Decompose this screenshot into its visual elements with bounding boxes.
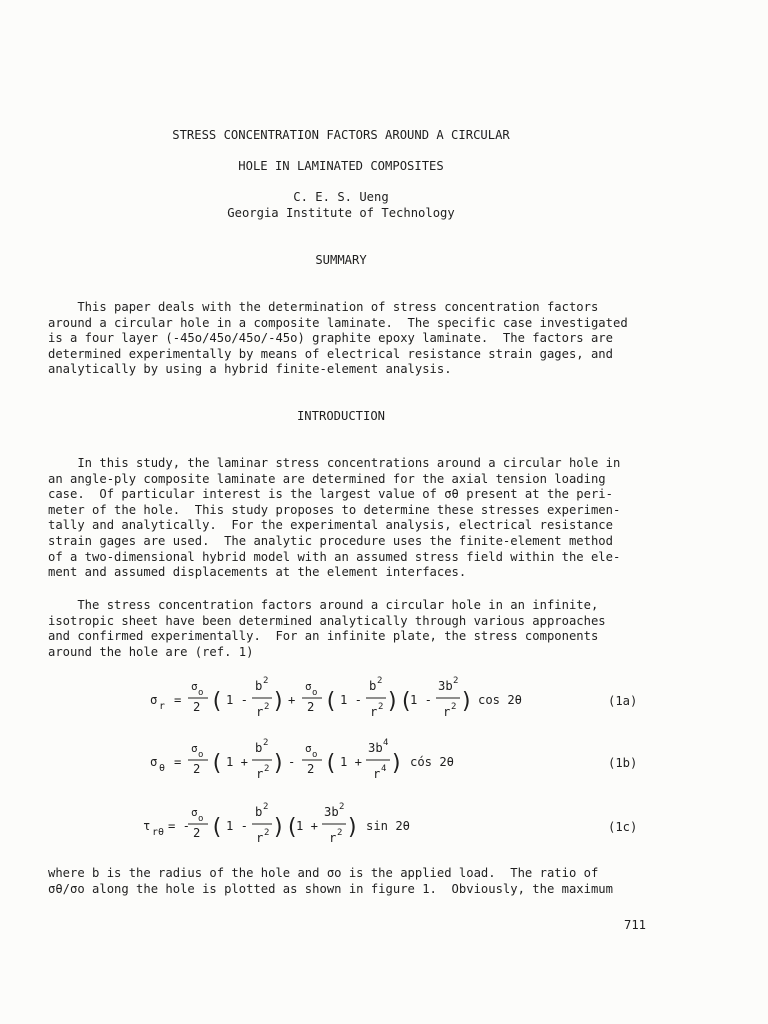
intro-line: and confirmed experimentally. For an infinite plate, the stress components [48,629,599,644]
eq-lhs-sub: rθ [152,827,165,838]
svg-text:): ) [272,689,286,714]
intro-line: case. Of particular interest is the largest value of σθ present at the peri- [48,487,613,502]
page-number: 711 [624,918,647,932]
summary-paragraph [48,300,658,378]
equation-number: (1a) [608,694,638,708]
svg-text:r: r [443,705,451,719]
closing-line: where b is the radius of the hole and σo is the applied load. The ratio of [48,866,599,880]
svg-text:r: r [329,831,337,845]
summary-heading: SUMMARY [315,253,367,267]
svg-text:2: 2 [378,702,384,712]
svg-text:σ: σ [305,742,312,755]
svg-text:b: b [255,805,263,819]
summary-line: is a four layer (-45o/45o/45o/-45o) graphite epoxy laminate. The factors are [48,331,613,346]
svg-text:2: 2 [193,762,201,776]
summary-line: This paper deals with the determination of stress concentration factors [48,300,599,314]
author-affiliation: Georgia Institute of Technology [227,206,455,220]
svg-text:2: 2 [451,702,457,712]
introduction-heading: INTRODUCTION [296,409,386,423]
svg-text:3b: 3b [438,679,453,693]
paper-title-line-2: HOLE IN LAMINATED COMPOSITES [238,159,444,173]
svg-text:σ: σ [305,680,312,693]
intro-line: strain gages are used. The analytic procedure uses the finite-element method [48,533,613,548]
svg-text:)(: )( [386,689,413,714]
equation-1a [148,672,688,732]
svg-text:2: 2 [337,828,343,838]
paper-title-line-1: STRESS CONCENTRATION FACTORS AROUND A CIRCULAR [172,128,510,142]
svg-text:2: 2 [377,676,383,686]
eq-lhs: σ [150,693,158,707]
svg-text:3b: 3b [324,805,339,819]
svg-text:2: 2 [264,764,270,774]
svg-text:2: 2 [339,802,345,812]
equation-1b [148,734,688,794]
eq-lhs: τ [143,819,151,833]
svg-text:1 -: 1 - [226,819,249,833]
eq-lhs-sub: r [159,701,166,712]
svg-text:2: 2 [263,802,269,812]
svg-text:2: 2 [193,826,201,840]
summary-line: around a circular hole in a composite laminate. The specific case investigated [48,315,628,330]
svg-text:1 -: 1 - [226,693,249,707]
svg-text:2: 2 [264,828,270,838]
intro-line: The stress concentration factors around a circular hole in an infinite, [48,598,599,612]
svg-text:o: o [198,814,204,824]
svg-text:(: ( [210,689,224,714]
svg-text:b: b [369,679,377,693]
svg-text:b: b [255,741,263,755]
svg-text:o: o [198,688,204,698]
eq-lhs: σ [150,755,158,769]
svg-text:r: r [256,705,264,719]
svg-text:b: b [255,679,263,693]
intro-line: meter of the hole. This study proposes to determine these stresses experimen- [48,502,621,517]
eq-trig: cos 2θ [478,693,523,707]
svg-text:3b: 3b [368,741,383,755]
svg-text:o: o [312,750,318,760]
intro-line: isotropic sheet have been determined analytically through various approaches [48,613,606,628]
equation-number: (1c) [608,820,638,834]
intro-line: ment and assumed displacements at the element interfaces. [48,565,467,580]
svg-text:)(: )( [272,815,299,840]
svg-text:1 +: 1 + [340,755,363,769]
svg-text:r: r [373,767,381,781]
svg-text:): ) [460,689,474,714]
svg-text:): ) [346,815,360,840]
summary-line: determined experimentally by means of electrical resistance strain gages, and [48,346,613,361]
closing-line: σθ/σo along the hole is plotted as shown in figure 1. Obviously, the maximum [48,881,613,896]
svg-text:r: r [256,767,264,781]
svg-text:=: = [174,755,182,769]
svg-text:): ) [390,751,404,776]
intro-line: an angle-ply composite laminate are determined for the axial tension loading [48,471,606,486]
intro-line: of a two-dimensional hybrid model with an assumed stress field within the ele- [48,549,621,564]
svg-text:2: 2 [453,676,459,686]
eq-lhs-sub: θ [159,763,166,774]
intro-line: In this study, the laminar stress concentrations around a circular hole in [48,456,621,470]
svg-text:+: + [288,693,296,707]
svg-text:= -: = - [168,819,191,833]
svg-text:o: o [198,750,204,760]
svg-text:σ: σ [191,680,198,693]
svg-text:2: 2 [307,700,315,714]
svg-text:2: 2 [264,702,270,712]
svg-text:2: 2 [307,762,315,776]
svg-text:σ: σ [191,742,198,755]
svg-text:4: 4 [381,764,387,774]
svg-text:1 -: 1 - [410,693,433,707]
equation-1c [143,798,688,858]
eq-trig: sin 2θ [366,819,411,833]
introduction-paragraph-1 [48,456,658,581]
summary-line: analytically by using a hybrid finite-element analysis. [48,362,452,377]
introduction-paragraph-2 [48,598,658,660]
svg-text:(: ( [210,751,224,776]
svg-text:(: ( [210,815,224,840]
svg-text:(: ( [324,751,338,776]
svg-text:(: ( [324,689,338,714]
svg-text:4: 4 [383,738,389,748]
intro-line: tally and analytically. For the experimental analysis, electrical resistance [48,518,613,533]
svg-text:1 -: 1 - [340,693,363,707]
svg-text:): ) [272,751,286,776]
svg-text:2: 2 [263,738,269,748]
svg-text:1 +: 1 + [226,755,249,769]
equation-number: (1b) [608,756,638,770]
intro-line: around the hole are (ref. 1) [48,644,254,659]
svg-text:r: r [256,831,264,845]
svg-text:1 +: 1 + [296,819,319,833]
svg-text:2: 2 [263,676,269,686]
svg-text:=: = [174,693,182,707]
author-name: C. E. S. Ueng [293,190,389,204]
svg-text:σ: σ [191,806,198,819]
eq-trig: cós 2θ [410,755,455,769]
svg-text:-: - [288,755,296,769]
svg-text:r: r [370,705,378,719]
closing-paragraph [48,866,658,897]
svg-text:o: o [312,688,318,698]
svg-text:2: 2 [193,700,201,714]
